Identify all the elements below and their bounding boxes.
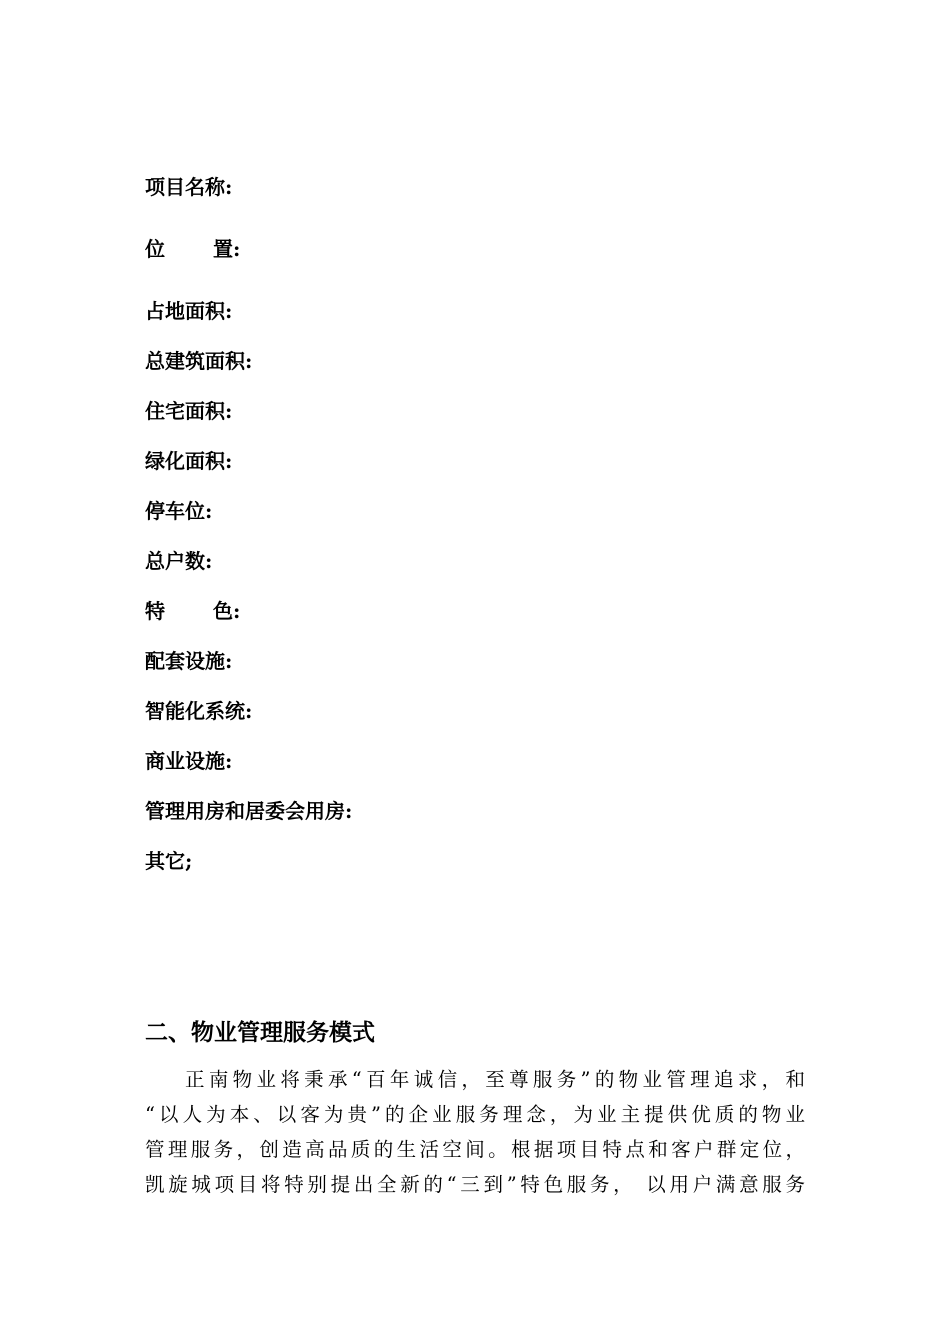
- field-label: 其它: [145, 849, 185, 873]
- field-label: 停车位: [145, 499, 205, 523]
- field-colon: :: [205, 549, 213, 573]
- field-label: 占地面积: [145, 299, 225, 323]
- field-residential-area: [145, 398, 232, 424]
- field-colon: :: [245, 699, 253, 723]
- field-colon: :: [205, 499, 213, 523]
- field-commercial: [145, 748, 232, 774]
- field-colon: :: [225, 399, 233, 423]
- field-label: 住宅面积: [145, 399, 225, 423]
- field-label: 配套设施: [145, 649, 225, 673]
- field-label: 管理用房和居委会用房: [145, 799, 345, 823]
- field-smart-system: [145, 698, 252, 724]
- field-colon: :: [225, 299, 233, 323]
- field-total-building-area: [145, 348, 252, 374]
- field-label: 特色: [145, 599, 233, 623]
- field-project-name: [145, 174, 232, 200]
- paragraph-line: 正南物业将秉承“百年诚信，至尊服务”的物业管理追求，和: [185, 1068, 805, 1091]
- paragraph-line: 凯旋城项目将特别提出全新的“三到”特色服务， 以用户满意服务: [145, 1173, 805, 1196]
- paragraph-line: “以人为本、以客为贵”的企业服务理念，为业主提供优质的物业: [145, 1103, 805, 1126]
- field-colon: :: [225, 749, 233, 773]
- field-colon: :: [233, 599, 241, 623]
- field-households: [145, 548, 212, 574]
- field-label: 位置: [145, 237, 233, 261]
- field-label: 项目名称: [145, 175, 225, 199]
- field-parking: [145, 498, 212, 524]
- field-label: 智能化系统: [145, 699, 245, 723]
- field-colon: :: [345, 799, 353, 823]
- field-colon: ;: [185, 849, 193, 873]
- field-colon: :: [225, 449, 233, 473]
- field-green-area: [145, 448, 232, 474]
- section-heading: 二、物业管理服务模式: [145, 1019, 375, 1046]
- field-features: [145, 598, 240, 624]
- field-colon: :: [245, 349, 253, 373]
- field-colon: :: [225, 175, 233, 199]
- field-colon: :: [233, 237, 241, 261]
- field-label: 总户数: [145, 549, 205, 573]
- paragraph-line: 管理服务，创造高品质的生活空间。根据项目特点和客户群定位，: [145, 1138, 805, 1161]
- field-label: 绿化面积: [145, 449, 225, 473]
- field-colon: :: [225, 649, 233, 673]
- field-label: 商业设施: [145, 749, 225, 773]
- field-label: 总建筑面积: [145, 349, 245, 373]
- field-other: [145, 848, 192, 874]
- field-management-rooms: [145, 798, 352, 824]
- field-land-area: [145, 298, 232, 324]
- field-facilities: [145, 648, 232, 674]
- field-location: [145, 236, 240, 262]
